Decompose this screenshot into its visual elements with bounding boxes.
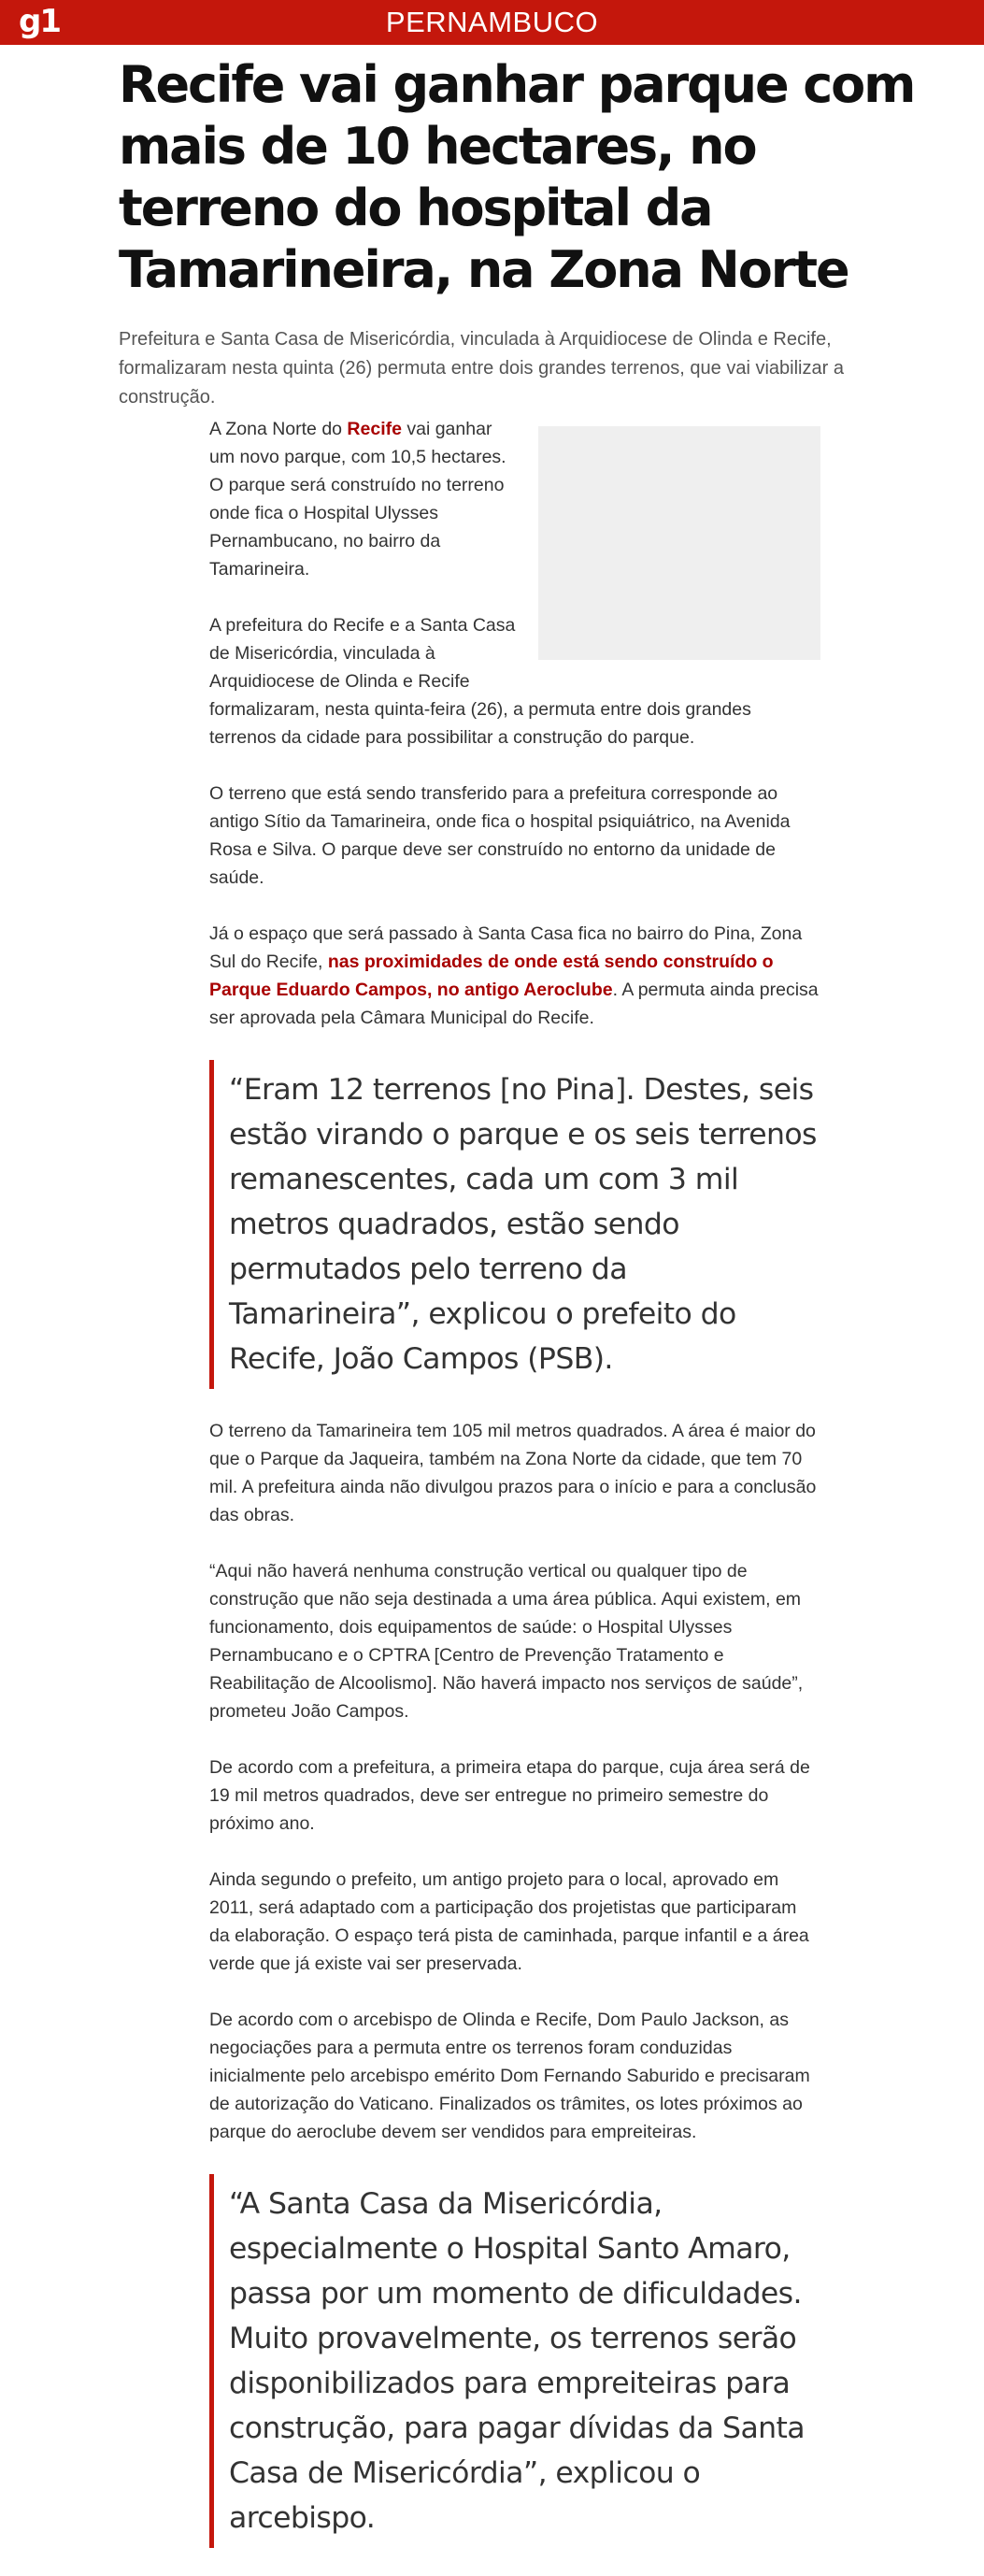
quote-mayor: “Eram 12 terrenos [no Pina]. Destes, seis estão virando o parque e os seis terrenos remanescentes, cada um com 3 mil metros quadrados, estão sendo permutados pelo terreno da Tamarineira”, explicou o prefeito do Recife, João Campos (PSB). <box>209 1060 820 1389</box>
article-body <box>209 415 820 2576</box>
paragraph-1: A Zona Norte do Recife vai ganhar um novo parque, com 10,5 hectares. O parque será construído no terreno onde fica o Hospital Ulysses Pernambucano, no bairro da Tamarineira. <box>209 419 506 580</box>
paragraph-3: O terreno que está sendo transferido para a prefeitura corresponde ao antigo Sítio da Tamarineira, onde fica o hospital psiquiátrico, na Avenida Rosa e Silva. O parque deve ser construído no entorno da unidade de saúde. <box>209 783 791 888</box>
paragraph-2: A prefeitura do Recife e a Santa Casa de Misericórdia, vinculada à Arquidiocese de Olinda e Recife formalizaram, nesta quinta-feira (26), a permuta entre dois grandes terrenos da cidade para possibilitar a construção do parque. <box>209 615 751 748</box>
ad-placeholder[interactable] <box>538 426 820 660</box>
quote-archbishop: “A Santa Casa da Misericórdia, especialmente o Hospital Santo Amaro, passa por um momento de dificuldades. Muito provavelmente, os terrenos serão disponibilizados para empreiteiras para construção, para pagar dívidas da Santa Casa de Misericórdia”, explicou o arcebispo. <box>209 2174 820 2548</box>
paragraph-6: “Aqui não haverá nenhuma construção vertical ou qualquer tipo de construção que não seja destinada a uma área pública. Aqui existem, em funcionamento, dois equipamentos de saúde: o Hospital Ulysses Pernambucano e o CPTRA [Centro de Prevenção Tratamento e Reabilitação de Alcoolismo]. Não haverá impacto nos serviços de saúde”, prometeu João Campos. <box>209 1561 804 1722</box>
paragraph-4: Já o espaço que será passado à Santa Casa fica no bairro do Pina, Zona Sul do Recife, nas proximidades de onde está sendo construído o Parque Eduardo Campos, no antigo Aeroclube. A permuta ainda precisa ser aprovada pela Câmara Municipal do Recife. <box>209 923 819 1028</box>
paragraph-8: Ainda segundo o prefeito, um antigo projeto para o local, aprovado em 2011, será adaptado com a participação dos projetistas que participaram da elaboração. O espaço terá pista de caminhada, parque infantil e a área verde que já existe vai ser preservada. <box>209 1869 809 1974</box>
paragraph-7: De acordo com a prefeitura, a primeira etapa do parque, cuja área será de 19 mil metros quadrados, deve ser entregue no primeiro semestre do próximo ano. <box>209 1757 810 1834</box>
parque-eduardo-campos-link[interactable]: nas proximidades de onde está sendo construído o Parque Eduardo Campos, no antigo Aeroclube <box>209 952 774 1000</box>
section-title[interactable]: PERNAMBUCO <box>385 6 599 38</box>
recife-link[interactable]: Recife <box>347 419 402 439</box>
g1-logo[interactable]: g1 <box>19 3 60 40</box>
top-bar <box>0 0 984 45</box>
paragraph-9: De acordo com o arcebispo de Olinda e Recife, Dom Paulo Jackson, as negociações para a permuta entre os terrenos foram conduzidas inicialmente pelo arcebispo emérito Dom Fernando Saburido e precisaram de autorização do Vaticano. Finalizados os trâmites, os lotes próximos ao parque do aeroclube devem ser vendidos para empreiteiras. <box>209 2010 810 2142</box>
article-subtitle: Prefeitura e Santa Casa de Misericórdia, vinculada à Arquidiocese de Olinda e Recife, formalizaram nesta quinta (26) permuta entre dois grandes terrenos, que vai viabilizar a construção. <box>119 329 844 408</box>
article-headline: Recife vai ganhar parque com mais de 10 hectares, no terreno do hospital da Tamarineira, na Zona Norte <box>119 55 915 299</box>
paragraph-5: O terreno da Tamarineira tem 105 mil metros quadrados. A área é maior do que o Parque da Jaqueira, também na Zona Norte da cidade, que tem 70 mil. A prefeitura ainda não divulgou prazos para o início e para a conclusão das obras. <box>209 1421 817 1525</box>
